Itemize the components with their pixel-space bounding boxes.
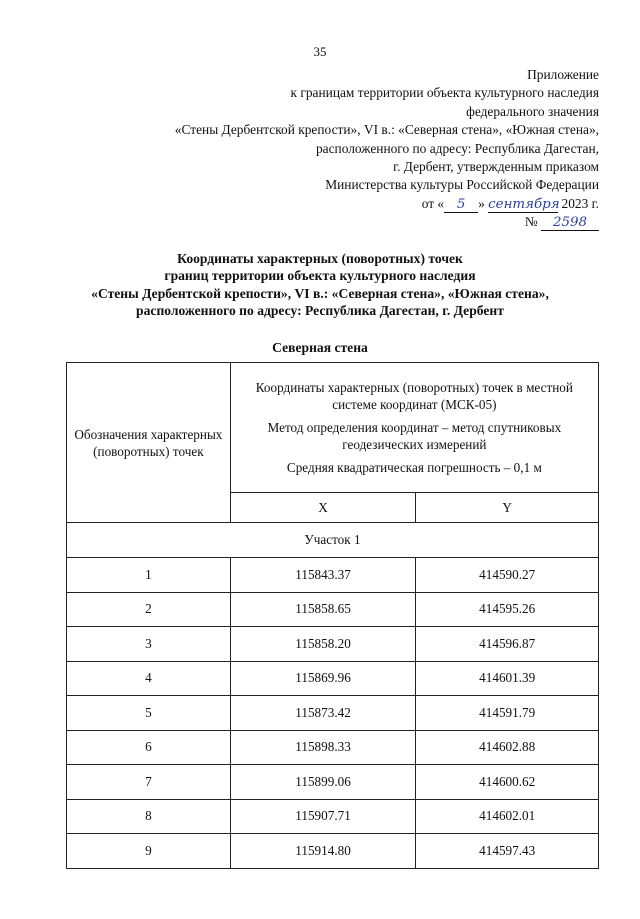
- table-row: [67, 799, 599, 834]
- appendix-line: к границам территории объекта культурного наследия: [290, 85, 599, 101]
- error-text: Средняя квадратическая погрешность – 0,1 м: [286, 460, 542, 475]
- table-row: [67, 696, 599, 731]
- number-value: 2598: [541, 215, 599, 231]
- x-value: 115858.20: [230, 627, 416, 662]
- x-value: 115873.42: [230, 696, 416, 731]
- appendix-block: [175, 66, 599, 232]
- table-row: [67, 765, 599, 800]
- y-header: Y: [416, 493, 599, 523]
- y-value: 414600.62: [416, 765, 599, 800]
- number-prefix: №: [524, 214, 538, 230]
- point-id: 1: [67, 558, 231, 593]
- table-row: [67, 661, 599, 696]
- appendix-line: федерального значения: [466, 103, 599, 119]
- x-value: 115907.71: [230, 799, 416, 834]
- point-id: 6: [67, 730, 231, 765]
- coordinates-header: [230, 363, 598, 493]
- title-line: расположенного по адресу: Республика Дагестан, г. Дербент: [136, 302, 504, 318]
- table-header-row: [67, 363, 599, 493]
- appendix-date: [175, 195, 599, 213]
- table-row: [67, 592, 599, 627]
- y-value: 414596.87: [416, 627, 599, 662]
- point-id: 3: [67, 627, 231, 662]
- point-id: 8: [67, 799, 231, 834]
- date-mid: »: [478, 195, 485, 211]
- x-value: 115869.96: [230, 661, 416, 696]
- table-row: [67, 627, 599, 662]
- date-year: 2023 г.: [561, 195, 599, 211]
- point-id: 4: [67, 661, 231, 696]
- appendix-line: г. Дербент, утвержденным приказом: [393, 159, 599, 175]
- point-id: 2: [67, 592, 231, 627]
- x-value: 115858.65: [230, 592, 416, 627]
- date-day: 5: [444, 197, 478, 213]
- x-value: 115898.33: [230, 730, 416, 765]
- point-designation-header: Обозначения характерных (поворотных) точек: [67, 363, 231, 523]
- y-value: 414602.01: [416, 799, 599, 834]
- title-line: границ территории объекта культурного наследия: [164, 268, 476, 284]
- y-value: 414590.27: [416, 558, 599, 593]
- x-value: 115899.06: [230, 765, 416, 800]
- point-id: 5: [67, 696, 231, 731]
- page-number: 35: [313, 44, 327, 59]
- method-text: Метод определения координат – метод спутниковых геодезических измерений: [267, 420, 562, 452]
- table-row: [67, 834, 599, 869]
- appendix-line: Приложение: [527, 67, 599, 82]
- title-line: Координаты характерных (поворотных) точек: [177, 251, 463, 266]
- date-month: сентября: [488, 196, 560, 212]
- x-header: X: [230, 493, 416, 523]
- point-id: 9: [67, 834, 231, 869]
- document-title: [0, 250, 640, 319]
- y-value: 414601.39: [416, 661, 599, 696]
- appendix-line: «Стены Дербентской крепости», VI в.: «Северная стена», «Южная стена»,: [174, 122, 599, 138]
- section-row: [67, 523, 599, 558]
- appendix-line: расположенного по адресу: Республика Дагестан,: [315, 140, 599, 156]
- date-prefix: от «: [421, 195, 445, 211]
- section-label: Участок 1: [67, 523, 599, 558]
- appendix-line: Министерства культуры Российской Федерации: [325, 177, 599, 193]
- appendix-number: [175, 213, 599, 231]
- coordinates-table: [66, 362, 599, 869]
- x-value: 115914.80: [230, 834, 416, 869]
- title-line: «Стены Дербентской крепости», VI в.: «Северная стена», «Южная стена»,: [91, 285, 549, 301]
- y-value: 414595.26: [416, 592, 599, 627]
- coordinates-system-text: Координаты характерных (поворотных) точек в местной системе координат (МСК-05): [255, 380, 573, 412]
- y-value: 414591.79: [416, 696, 599, 731]
- y-value: 414602.88: [416, 730, 599, 765]
- y-value: 414597.43: [416, 834, 599, 869]
- section-title: Северная стена: [272, 340, 368, 355]
- x-value: 115843.37: [230, 558, 416, 593]
- table-row: [67, 730, 599, 765]
- table-row: [67, 558, 599, 593]
- point-id: 7: [67, 765, 231, 800]
